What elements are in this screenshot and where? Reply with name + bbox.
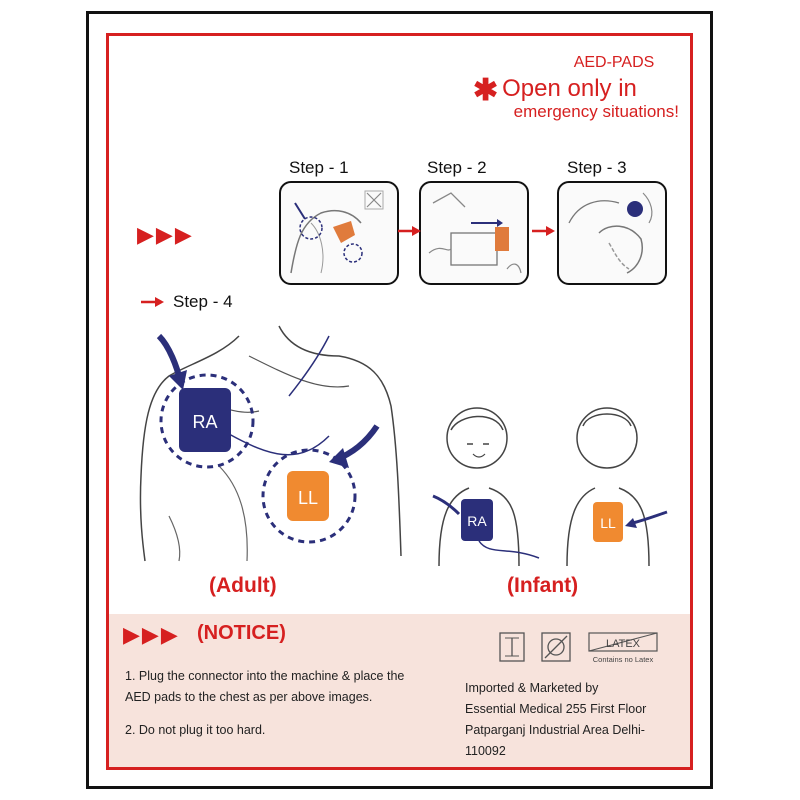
triple-arrow-icon: ▶▶▶ [137, 222, 194, 247]
pad-ll-label: LL [297, 488, 319, 508]
adult-illustration [129, 316, 409, 566]
latex-free-icon [583, 630, 663, 666]
step-4-label: Step - 4 [173, 292, 233, 311]
pad-ra-infant-label: RA [467, 513, 487, 529]
arrow-right-icon [531, 224, 557, 238]
infant-front-illustration [429, 396, 549, 566]
step-3-illustration [559, 183, 665, 283]
notice-item-1 [125, 666, 455, 708]
triple-arrow-icon: ▶▶▶ [123, 622, 180, 647]
notice-item-1-line-2: AED pads to the chest as per above images. [125, 690, 373, 704]
notice-item-2: 2. Do not plug it too hard. [125, 723, 266, 737]
importer-line-1: Imported & Marketed by [465, 681, 599, 695]
warning-line-2: emergency situations! [513, 102, 679, 121]
latex-caption: Contains no Latex [592, 655, 654, 664]
infant-back-illustration [549, 396, 679, 566]
pad-ra-label: RA [192, 412, 218, 432]
warning-line-1: Open only in [502, 75, 637, 102]
importer-line-2: Essential Medical 255 First Floor [465, 702, 647, 716]
step-2-image [419, 181, 529, 285]
notice-title: (NOTICE) [197, 622, 286, 644]
step-2-illustration [421, 183, 527, 283]
latex-word: LATEX [605, 638, 641, 650]
importer-line-3: Patparganj Industrial Area Delhi- [465, 723, 645, 737]
step-1-label: Step - 1 [289, 158, 349, 177]
adult-caption: (Adult) [209, 574, 277, 597]
pad-ll-infant-label: LL [600, 515, 616, 531]
step-3-image [557, 181, 667, 285]
arrow-right-icon [397, 224, 423, 238]
step-2-label: Step - 2 [427, 158, 487, 177]
arrow-right-icon [140, 295, 168, 309]
do-not-reuse-icon [539, 630, 573, 664]
step-3-label: Step - 3 [567, 158, 627, 177]
product-title: AED-PADS [573, 54, 655, 71]
notice-item-1-line-1: 1. Plug the connector into the machine & place the [125, 669, 405, 683]
aed-pads-card [106, 33, 693, 770]
infant-caption: (Infant) [507, 574, 579, 597]
asterisk-icon: ✱ [473, 74, 499, 107]
step-1-illustration [281, 183, 397, 283]
temperature-limit-icon [497, 630, 527, 664]
step-1-image [279, 181, 399, 285]
importer-line-4: 110092 [465, 744, 506, 758]
importer-info [465, 678, 687, 762]
